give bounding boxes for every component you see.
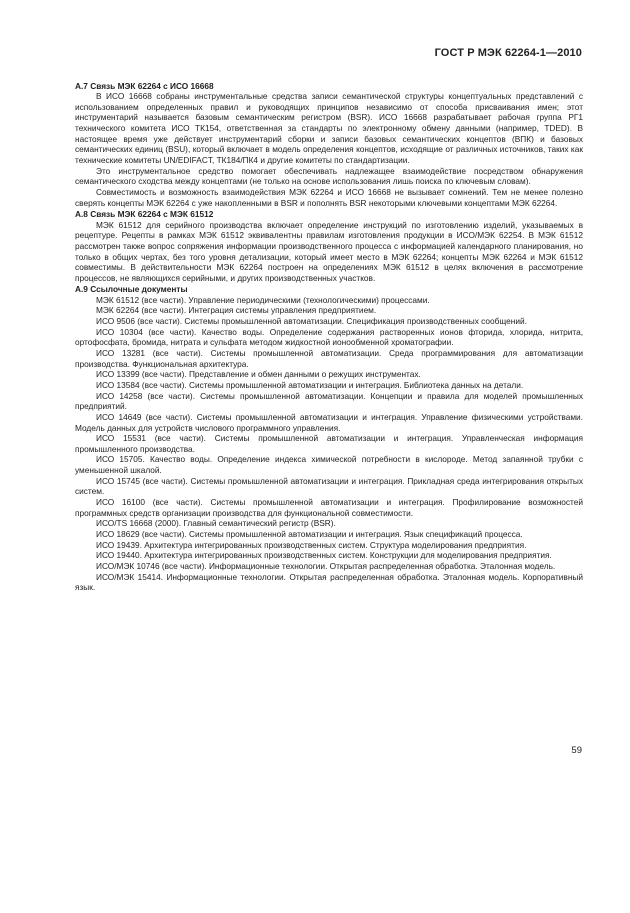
reference-item: МЭК 62264 (все части). Интеграция системы управления предприятием. bbox=[96, 305, 377, 316]
page-number: 59 bbox=[571, 745, 582, 756]
reference-item: ИСО 15705. Качество воды. Определение индекса химической потребности в кислороде. Метод запаянной трубки с уменьшенной шкалой. bbox=[75, 454, 583, 476]
reference-item: ИСО 15745 (все части). Системы промышленной автоматизации и интеграция. Прикладная среда интегрирования открытых систем. bbox=[75, 475, 583, 497]
reference-item: ИСО 16100 (все части). Системы промышленной автоматизации и интеграция. Профилирование возможностей программных средств организации производства для функциональной совместимости. bbox=[75, 497, 583, 518]
paragraph: МЭК 61512 для серийного производства включает определение инструкций по изготовлению изделий, указываемых в рецептуре. Рецепты в рамках МЭК 61512 эквивалентны правилам изготовления продукции в ИСО/МЭК 62254. В МЭК 61512 рассмотрен также вопрос сопряжения информации производственного процесса с информацией календарного планирования, но только в общих чертах, без того уровня детализации, который имеет место в МЭК 62264; концепты МЭК 62264 и МЭК 61512 совместимы. В действительности МЭК 62264 построен на определениях МЭК 61512 в целях включения в рассмотрение процессов, не являющихся серийными, и других производственных участков. bbox=[75, 219, 583, 283]
reference-item: ИСО/TS 16668 (2000). Главный семантический регистр (BSR). bbox=[96, 518, 336, 529]
paragraph: Совместимость и возможность взаимодействия МЭК 62264 и ИСО 16668 не вызывает сомнений. Тем не менее полезно сверять концепты МЭК 62264 с уже накопленными в BSR и пополнять BSR некоторыми ключевыми концептами МЭК 62264. bbox=[75, 187, 583, 208]
paragraph: В ИСО 16668 собраны инструментальные средства записи семантической структуры концептуальных представлений с использованием определенных правил и руководящих принципов независимо от способа присваивания имен; этот инструментарий называется базовым семантическим регистром (BSR). ИСО 16668 разрабатывает рабочая группа РГ1 технического комитета ИСО ТК154, ответственная за стандарты по электронному обмену данными (например, TDED). В настоящее время уже действует инструментарий сборки и записи базовых семантических концептов (ВПК) и базовых семантических единиц (BSU), который включает в модель определения концептов, исходящие от различных источников, таких как технические комитеты UN/EDIFACT, ТК184/ПК4 и другие комитеты по стандартизации. bbox=[75, 91, 583, 166]
reference-item: ИСО 18629 (все части). Системы промышленной автоматизации и интеграция. Язык спецификаций процесса. bbox=[96, 529, 523, 540]
reference-item: МЭК 61512 (все части). Управление периодическими (технологическими) процессами. bbox=[96, 294, 430, 305]
reference-item: ИСО 14649 (все части). Системы промышленной автоматизации и интеграция. Управление физическими устройствами. Модель данных для устройств числового программного управления. bbox=[75, 411, 583, 433]
document-body bbox=[75, 80, 583, 593]
reference-item: ИСО 13281 (все части). Системы промышленной автоматизации. Среда программирования для автоматизации производства. Функциональная архитектура. bbox=[75, 347, 583, 369]
paragraph: Это инструментальное средство помогает обеспечивать надлежащее взаимодействие посредством обнаружения семантического сходства между концептами (не только на основе использования лишь поиска по ключевым словам). bbox=[75, 165, 583, 187]
reference-item: ИСО 19440. Архитектура интегрированных производственных систем. Конструкции для моделирования предприятия. bbox=[96, 550, 552, 561]
reference-item: ИСО/МЭК 15414. Информационные технологии. Открытая распределенная обработка. Эталонная модель. Корпоративный язык. bbox=[75, 571, 583, 593]
reference-item: ИСО 13584 (все части). Системы промышленной автоматизации и интеграция. Библиотека данных на детали. bbox=[96, 379, 524, 390]
reference-item: ИСО 13399 (все части). Представление и обмен данными о режущих инструментах. bbox=[96, 369, 421, 380]
section-heading-a9: А.9 Ссылочные документы bbox=[75, 283, 188, 294]
section-heading-a8: А.8 Связь МЭК 62264 с МЭК 61512 bbox=[75, 208, 214, 219]
reference-item: ИСО 10304 (все части). Качество воды. Определение содержания растворенных ионов фторида, хлорида, нитрита, ортофосфата, бромида, нитрата и сульфата методом жидкостной ионообменной хроматографии. bbox=[75, 326, 583, 348]
reference-item: ИСО 19439. Архитектура интегрированных производственных систем. Структура моделирования предприятия. bbox=[96, 539, 527, 550]
reference-item: ИСО/МЭК 10746 (все части). Информационные технологии. Открытая распределенная обработка. Эталонная модель. bbox=[96, 561, 556, 572]
reference-item: ИСО 14258 (все части). Системы промышленной автоматизации. Концепции и правила для моделей промышленных предприятий. bbox=[75, 390, 583, 412]
section-heading-a7: А.7 Связь МЭК 62264 с ИСО 16668 bbox=[75, 80, 214, 91]
reference-item: ИСО 15531 (все части). Системы промышленной автоматизации и интеграция. Управленческая информация промышленного производства. bbox=[75, 433, 583, 454]
document-header: ГОСТ Р МЭК 62264-1—2010 bbox=[434, 47, 582, 59]
reference-item: ИСО 9506 (все части). Системы промышленной автоматизации. Спецификация производственных сообщений. bbox=[96, 315, 527, 326]
